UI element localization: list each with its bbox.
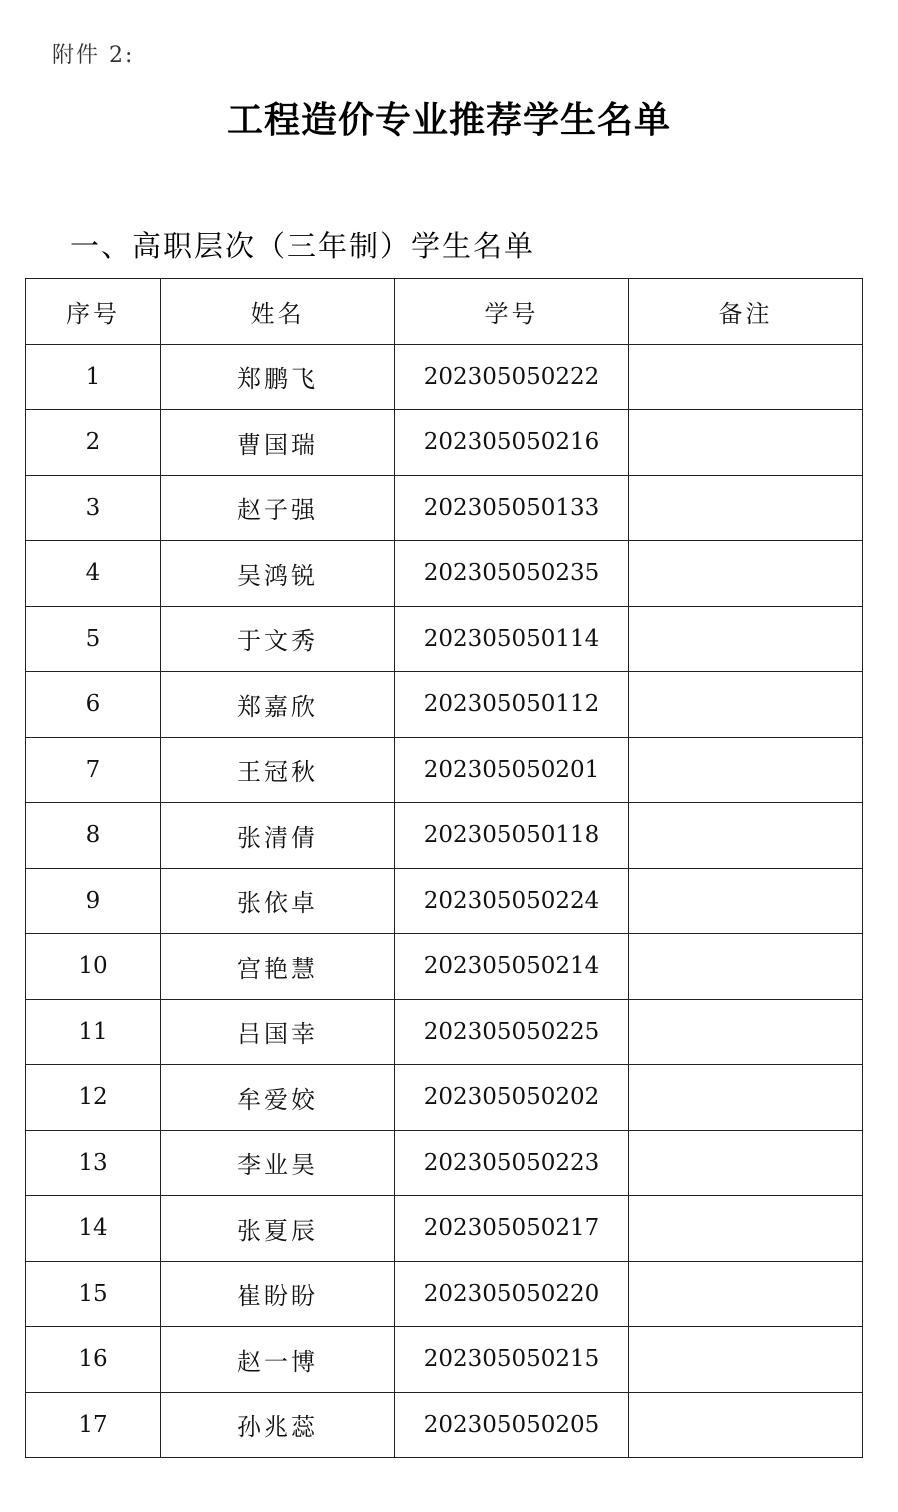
remark-cell: [629, 999, 863, 1065]
row-number: 14: [26, 1196, 161, 1262]
row-number: 1: [26, 344, 161, 410]
student-name: 孙兆蕊: [161, 1392, 395, 1458]
row-number: 6: [26, 672, 161, 738]
remark-cell: [629, 606, 863, 672]
table-row: [26, 737, 863, 803]
table-header-row: [26, 279, 863, 345]
table-row: [26, 1392, 863, 1458]
student-id: 202305050205: [395, 1392, 629, 1458]
student-name: 张依卓: [161, 868, 395, 934]
student-id: 202305050112: [395, 672, 629, 738]
table-row: [26, 410, 863, 476]
row-number: 15: [26, 1261, 161, 1327]
remark-cell: [629, 1392, 863, 1458]
student-id: 202305050235: [395, 541, 629, 607]
student-name: 吴鸿锐: [161, 541, 395, 607]
remark-cell: [629, 1130, 863, 1196]
remark-cell: [629, 1261, 863, 1327]
student-name: 赵一博: [161, 1327, 395, 1393]
student-id: 202305050223: [395, 1130, 629, 1196]
student-name: 赵子强: [161, 475, 395, 541]
row-number: 16: [26, 1327, 161, 1393]
row-number: 11: [26, 999, 161, 1065]
student-id: 202305050216: [395, 410, 629, 476]
row-number: 8: [26, 803, 161, 869]
header-student-id: 学号: [395, 279, 629, 345]
row-number: 5: [26, 606, 161, 672]
student-name: 郑鹏飞: [161, 344, 395, 410]
student-id: 202305050118: [395, 803, 629, 869]
student-name: 吕国幸: [161, 999, 395, 1065]
table-row: [26, 1065, 863, 1131]
remark-cell: [629, 934, 863, 1000]
table-row: [26, 344, 863, 410]
remark-cell: [629, 541, 863, 607]
student-id: 202305050202: [395, 1065, 629, 1131]
remark-cell: [629, 672, 863, 738]
student-id: 202305050224: [395, 868, 629, 934]
table-row: [26, 475, 863, 541]
header-remark: 备注: [629, 279, 863, 345]
row-number: 12: [26, 1065, 161, 1131]
document-title: 工程造价专业推荐学生名单: [226, 99, 671, 141]
row-number: 17: [26, 1392, 161, 1458]
table-row: [26, 1327, 863, 1393]
student-name: 张清倩: [161, 803, 395, 869]
student-id: 202305050217: [395, 1196, 629, 1262]
remark-cell: [629, 1327, 863, 1393]
remark-cell: [629, 1196, 863, 1262]
student-name: 崔盼盼: [161, 1261, 395, 1327]
student-name: 宫艳慧: [161, 934, 395, 1000]
table-row: [26, 999, 863, 1065]
student-name: 于文秀: [161, 606, 395, 672]
student-id: 202305050114: [395, 606, 629, 672]
table-body: [26, 344, 863, 1458]
table-row: [26, 672, 863, 738]
remark-cell: [629, 737, 863, 803]
table-row: [26, 1261, 863, 1327]
remark-cell: [629, 475, 863, 541]
student-name: 牟爱姣: [161, 1065, 395, 1131]
header-no: 序号: [26, 279, 161, 345]
student-id: 202305050220: [395, 1261, 629, 1327]
student-name: 郑嘉欣: [161, 672, 395, 738]
student-id: 202305050214: [395, 934, 629, 1000]
remark-cell: [629, 410, 863, 476]
remark-cell: [629, 344, 863, 410]
student-name: 曹国瑞: [161, 410, 395, 476]
table-row: [26, 541, 863, 607]
student-id: 202305050133: [395, 475, 629, 541]
table-row: [26, 606, 863, 672]
row-number: 2: [26, 410, 161, 476]
attachment-label: 附件 2:: [52, 43, 135, 68]
student-name: 李业昊: [161, 1130, 395, 1196]
row-number: 7: [26, 737, 161, 803]
table-row: [26, 803, 863, 869]
remark-cell: [629, 1065, 863, 1131]
student-id: 202305050225: [395, 999, 629, 1065]
header-name: 姓名: [161, 279, 395, 345]
row-number: 13: [26, 1130, 161, 1196]
student-id: 202305050201: [395, 737, 629, 803]
remark-cell: [629, 803, 863, 869]
row-number: 4: [26, 541, 161, 607]
row-number: 10: [26, 934, 161, 1000]
student-id: 202305050222: [395, 344, 629, 410]
student-name: 王冠秋: [161, 737, 395, 803]
student-id: 202305050215: [395, 1327, 629, 1393]
student-name: 张夏辰: [161, 1196, 395, 1262]
table-row: [26, 1196, 863, 1262]
section-title: 一、高职层次（三年制）学生名单: [70, 229, 536, 263]
student-table: [25, 278, 863, 1458]
table-row: [26, 934, 863, 1000]
row-number: 9: [26, 868, 161, 934]
row-number: 3: [26, 475, 161, 541]
table-row: [26, 868, 863, 934]
remark-cell: [629, 868, 863, 934]
table-row: [26, 1130, 863, 1196]
